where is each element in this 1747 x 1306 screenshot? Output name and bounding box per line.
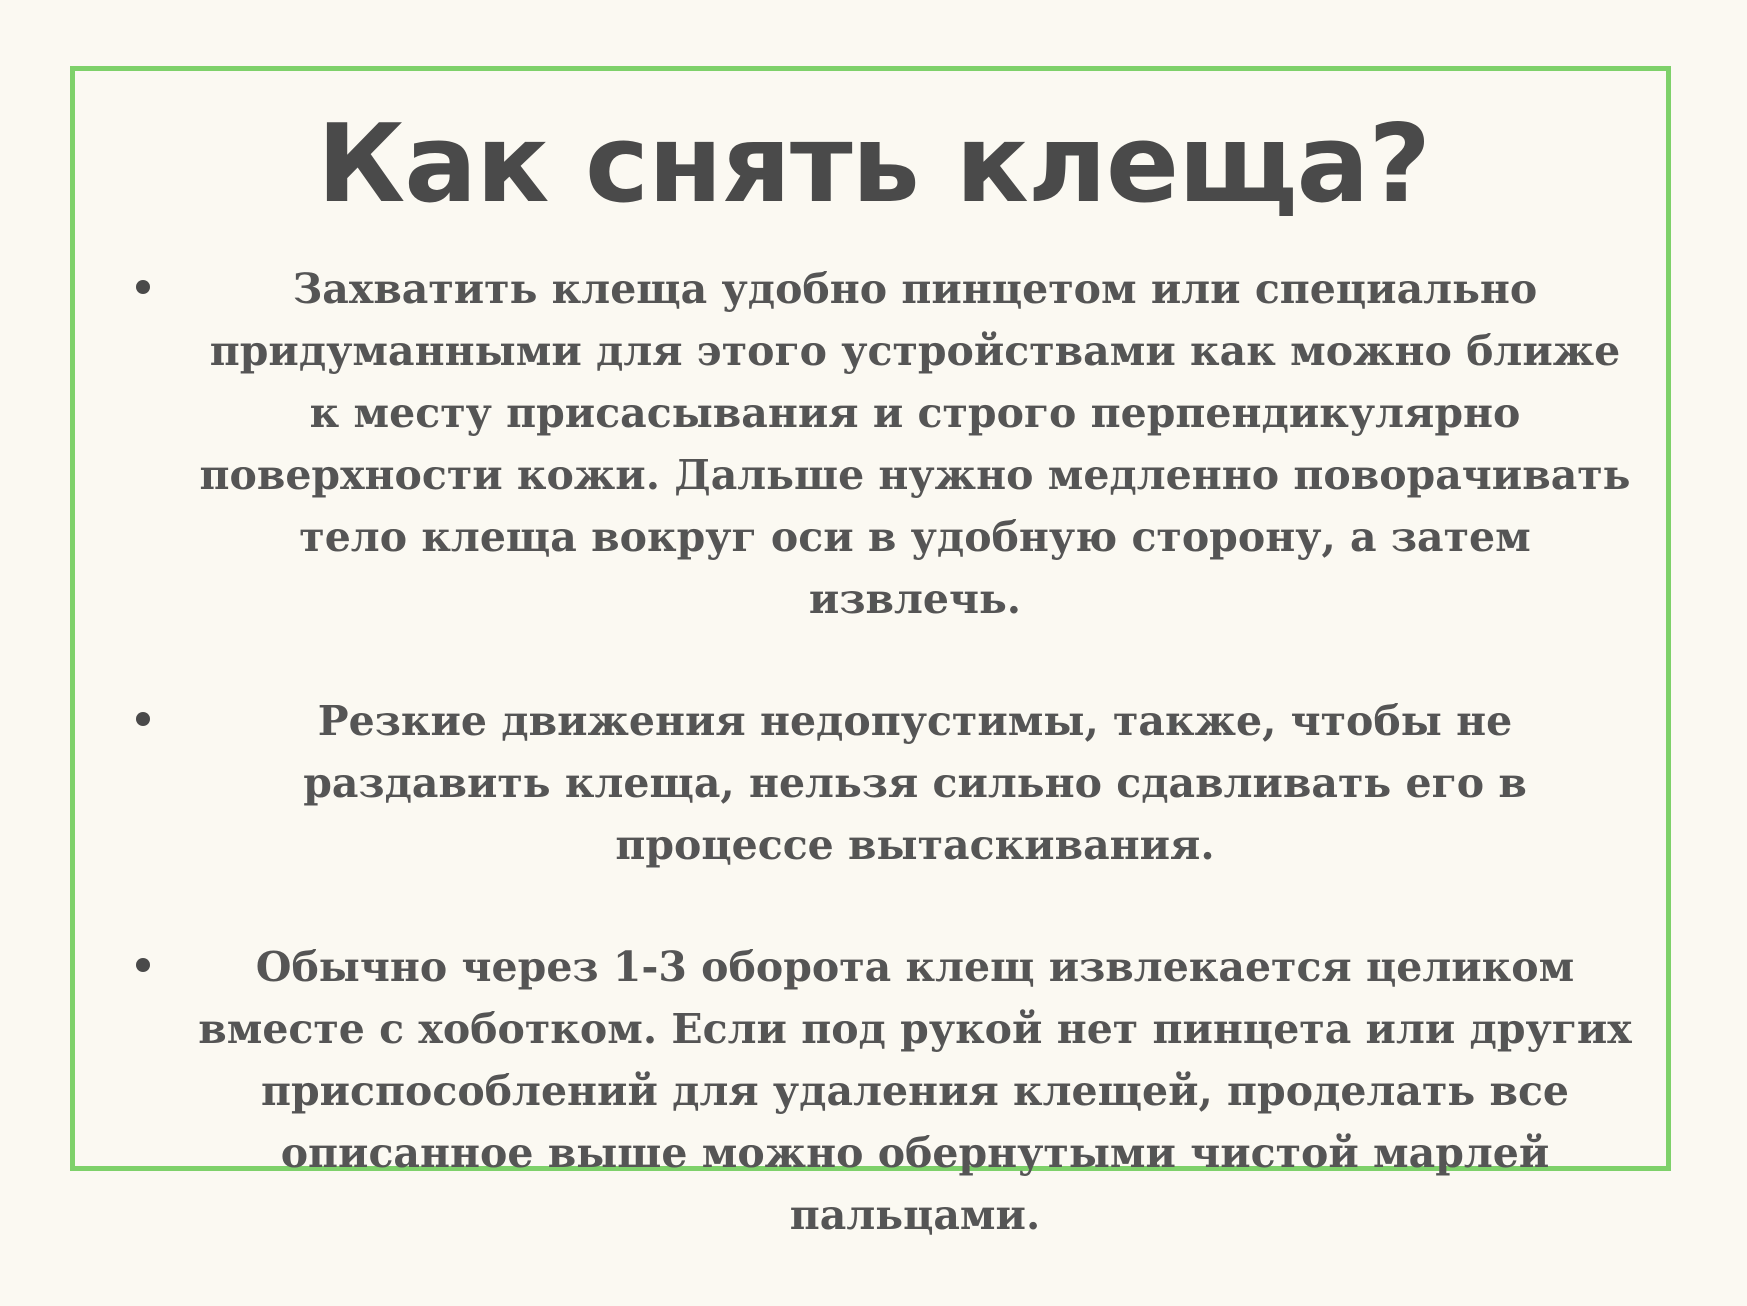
list-item bbox=[120, 690, 1640, 876]
list-item-text: Захватить клеща удобно пинцетом или специально придуманными для этого устройствами как можно ближе к месту присасывания и строго перпендикулярно поверхности кожи. Дальше нужно медленно поворачивать тело клеща вокруг оси в удобную сторону, а затем извлечь. bbox=[199, 265, 1631, 623]
instructions-list bbox=[120, 258, 1640, 1306]
bullet-icon bbox=[136, 958, 150, 972]
list-item-text: Резкие движения недопустимы, также, чтобы не раздавить клеща, нельзя сильно сдавливать его в процессе вытаскивания. bbox=[303, 697, 1527, 869]
page-title: Как снять клеща? bbox=[316, 102, 1431, 227]
bullet-icon bbox=[136, 280, 150, 294]
list-item bbox=[120, 936, 1640, 1246]
list-item-text: Обычно через 1-3 оборота клещ извлекается целиком вместе с хоботком. Если под рукой нет пинцета или других приспособлений для удаления клещей, проделать все описанное выше можно обернутыми чистой марлей пальцами. bbox=[198, 943, 1632, 1239]
bullet-icon bbox=[136, 712, 150, 726]
list-item bbox=[120, 258, 1640, 630]
